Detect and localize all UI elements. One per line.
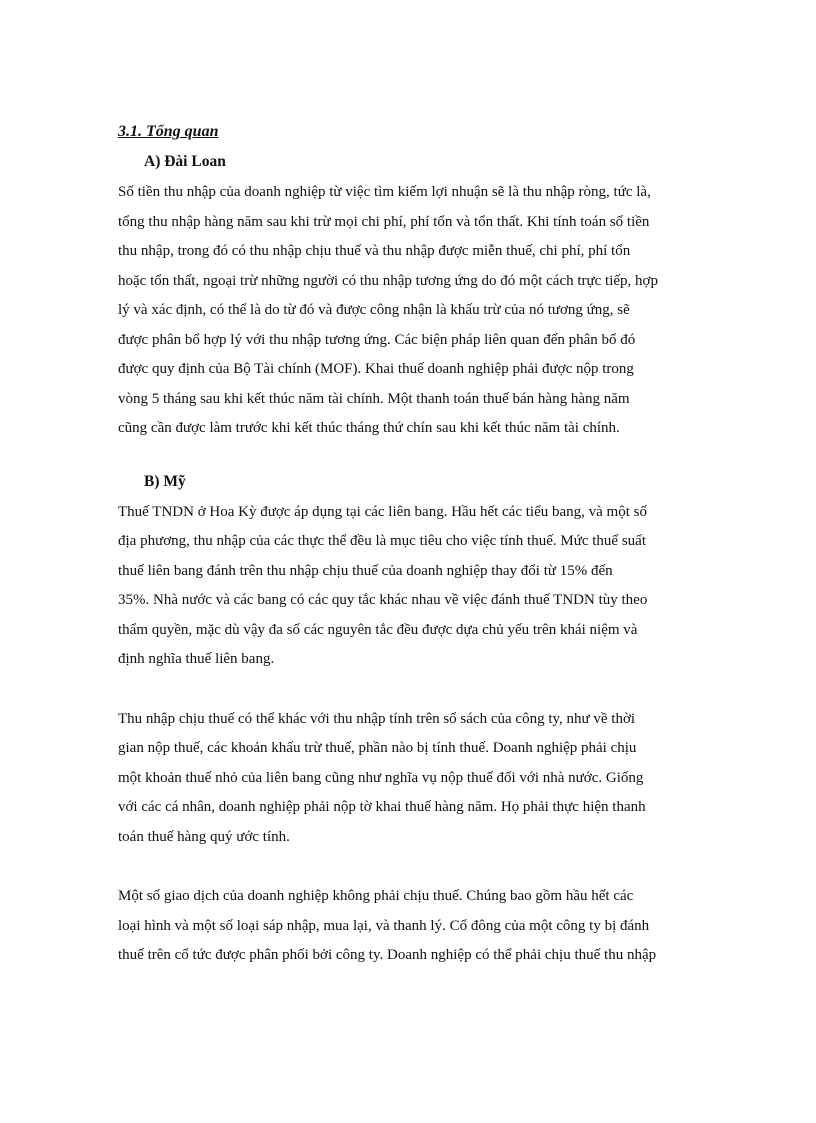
text-line: Số tiền thu nhập của doanh nghiệp từ việc tìm kiếm lợi nhuận sẽ là thu nhập ròng, tức là, [118, 184, 651, 200]
text-line: cũng cần được làm trước khi kết thúc tháng thứ chín sau khi kết thúc năm tài chính. [118, 420, 620, 436]
section-usa-body [118, 498, 708, 971]
text-line: một khoản thuế nhỏ của liên bang cũng như nghĩa vụ nộp thuế đối với nhà nước. Giống [118, 769, 644, 786]
text-line: được phân bổ hợp lý với thu nhập tương ứng. Các biện pháp liên quan đến phân bổ đó [118, 331, 636, 348]
paragraph-usa-2 [118, 705, 708, 853]
text-line: thuế liên bang đánh trên thu nhập chịu thuế của doanh nghiệp thay đổi từ 15% đến [118, 562, 613, 579]
text-line: toán thuế hàng quý ước tính. [118, 828, 290, 845]
section-title: 3.1. Tổng quan [118, 123, 219, 140]
paragraph-usa-1 [118, 498, 708, 675]
document-page [118, 120, 708, 971]
text-line: hoặc tổn thất, ngoại trừ những người có thu nhập tương ứng do đó một cách trực tiếp, hợp [118, 272, 658, 289]
text-line: lý và xác định, có thể là do từ đó và được công nhận là khấu trừ của nó tương ứng, sẽ [118, 302, 630, 318]
text-line: gian nộp thuế, các khoản khấu trừ thuế, phần nào bị tính thuế. Doanh nghiệp phải chịu [118, 740, 637, 756]
subheading-taiwan: A) Đài Loan [144, 153, 226, 170]
text-line: thu nhập, trong đó có thu nhập chịu thuế và thu nhập được miễn thuế, chi phí, phí tổn [118, 243, 631, 259]
paragraph-usa-3 [118, 882, 708, 971]
text-line: Thu nhập chịu thuế có thể khác với thu nhập tính trên sổ sách của công ty, như về thời [118, 710, 636, 727]
text-line: địa phương, thu nhập của các thực thể đều là mục tiêu cho việc tính thuế. Mức thuế suất [118, 533, 646, 549]
paragraph-taiwan [118, 178, 708, 444]
text-line: Một số giao dịch của doanh nghiệp không phải chịu thuế. Chúng bao gồm hầu hết các [118, 888, 634, 904]
text-line: thẩm quyền, mặc dù vậy đa số các nguyên tắc đều được dựa chủ yếu trên khái niệm và [118, 621, 638, 638]
text-line: định nghĩa thuế liên bang. [118, 651, 275, 667]
text-line: với các cá nhân, doanh nghiệp phải nộp tờ khai thuế hàng năm. Họ phải thực hiện thanh [118, 799, 646, 815]
text-line: vòng 5 tháng sau khi kết thúc năm tài chính. Một thanh toán thuế bán hàng hàng năm [118, 390, 630, 407]
text-line: được quy định của Bộ Tài chính (MOF). Khai thuế doanh nghiệp phải được nộp trong [118, 361, 634, 377]
subheading-usa: B) Mỹ [144, 472, 186, 490]
text-line: Thuế TNDN ở Hoa Kỳ được áp dụng tại các liên bang. Hầu hết các tiểu bang, và một số [118, 503, 647, 520]
text-line: 35%. Nhà nước và các bang có các quy tắc khác nhau về việc đánh thuế TNDN tùy theo [118, 592, 648, 608]
text-line: loại hình và một số loại sáp nhập, mua lại, và thanh lý. Cổ đông của một công ty bị đánh [118, 917, 650, 934]
text-line: tổng thu nhập hàng năm sau khi trừ mọi chi phí, phí tổn và tổn thất. Khi tính toán số tiền [118, 213, 650, 230]
text-line: thuế trên cổ tức được phân phối bởi công ty. Doanh nghiệp có thể phải chịu thuế thu nhập [118, 947, 657, 963]
